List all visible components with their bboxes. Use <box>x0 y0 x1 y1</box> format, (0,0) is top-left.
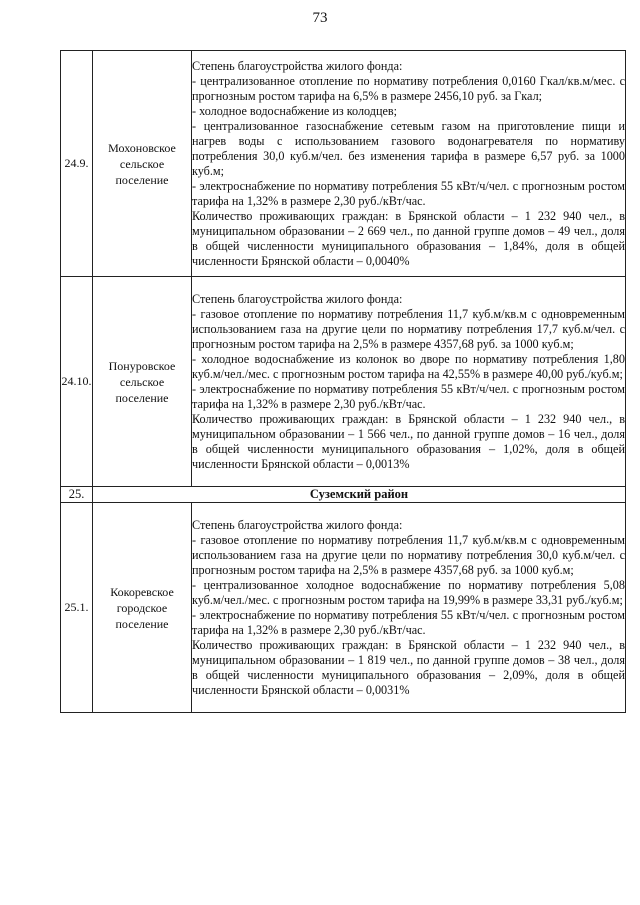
description-line: Количество проживающих граждан: в Брянской области – 1 232 940 чел., в муниципальном образовании – 2 669 чел., по данной группе домов – 49 чел., доля в общей численности муниципального образования – 1,84%, доля в общей численности Брянской области – 0,0040% <box>192 208 625 268</box>
settlement-name: Понуровское сельское поселение <box>93 277 192 487</box>
description-line: Степень благоустройства жилого фонда: <box>192 517 403 532</box>
table-row <box>61 277 626 487</box>
section-row <box>61 487 626 503</box>
description-line: Степень благоустройства жилого фонда: <box>192 291 403 306</box>
description-line: Количество проживающих граждан: в Брянской области – 1 232 940 чел., в муниципальном образовании – 1 566 чел., по данной группе домов – 16 чел., доля в общей численности муниципального образования – 1,02%, доля в общей численности Брянской области – 0,0013% <box>192 411 625 471</box>
table-row <box>61 51 626 277</box>
settlement-name: Мохоновское сельское поселение <box>93 51 192 277</box>
row-description <box>192 51 626 277</box>
description-line: - электроснабжение по нормативу потребления 55 кВт/ч/чел. с прогнозным ростом тарифа на 1,32% в размере 2,30 руб./кВт/час. <box>192 607 625 637</box>
description-line: Степень благоустройства жилого фонда: <box>192 58 403 73</box>
description-line: - газовое отопление по нормативу потребления 11,7 куб.м/кв.м с одновременным использованием газа на другие цели по нормативу потребления 17,7 куб.м/чел. с прогнозным ростом тарифа на 2,5% в размере 4357,68 руб. за 1000 куб.м; <box>192 306 625 351</box>
page-number: 73 <box>312 10 328 26</box>
description-line: - электроснабжение по нормативу потребления 55 кВт/ч/чел. с прогнозным ростом тарифа на 1,32% в размере 2,30 руб./кВт/час. <box>192 381 625 411</box>
description-line: - централизованное газоснабжение сетевым газом на приготовление пищи и нагрев воды с использованием газового водонагревателя по нормативу потребления 30,0 куб.м/чел. без изменения тарифа в размере 6,57 руб. за 1000 куб.м; <box>192 118 625 178</box>
description-line: - холодное водоснабжение из колодцев; <box>192 103 398 118</box>
row-description <box>192 503 626 713</box>
section-title: Суземский район <box>93 487 626 503</box>
row-number: 24.9. <box>61 51 93 277</box>
description-line: - электроснабжение по нормативу потребления 55 кВт/ч/чел. с прогнозным ростом тарифа на 1,32% в размере 2,30 руб./кВт/час. <box>192 178 625 208</box>
table-row <box>61 503 626 713</box>
description-line: - централизованное холодное водоснабжение по нормативу потребления 5,08 куб.м/чел./мес. с прогнозным ростом тарифа на 19,99% в размере 33,31 руб./куб.м; <box>192 577 625 607</box>
tariff-table <box>60 50 626 713</box>
row-description <box>192 277 626 487</box>
description-line: Количество проживающих граждан: в Брянской области – 1 232 940 чел., в муниципальном образовании – 1 819 чел., по данной группе домов – 38 чел., доля в общей численности муниципального образования – 2,09%, доля в общей численности Брянской области – 0,0031% <box>192 637 625 697</box>
description-line: - холодное водоснабжение из колонок во дворе по нормативу потребления 1,80 куб.м/чел./мес. с прогнозным ростом тарифа на 42,55% в размере 40,00 руб./куб.м; <box>192 351 625 381</box>
section-number: 25. <box>61 487 93 503</box>
description-line: - централизованное отопление по нормативу потребления 0,0160 Гкал/кв.м/мес. с прогнозным ростом тарифа на 6,5% в размере 2456,10 руб. за Гкал; <box>192 73 625 103</box>
row-number: 24.10. <box>61 277 93 487</box>
settlement-name: Кокоревское городское поселение <box>93 503 192 713</box>
row-number: 25.1. <box>61 503 93 713</box>
description-line: - газовое отопление по нормативу потребления 11,7 куб.м/кв.м с одновременным использованием газа на другие цели по нормативу потребления 30,0 куб.м/чел. с прогнозным ростом тарифа на 2,5% в размере 4357,68 руб. за 1000 куб.м; <box>192 532 625 577</box>
